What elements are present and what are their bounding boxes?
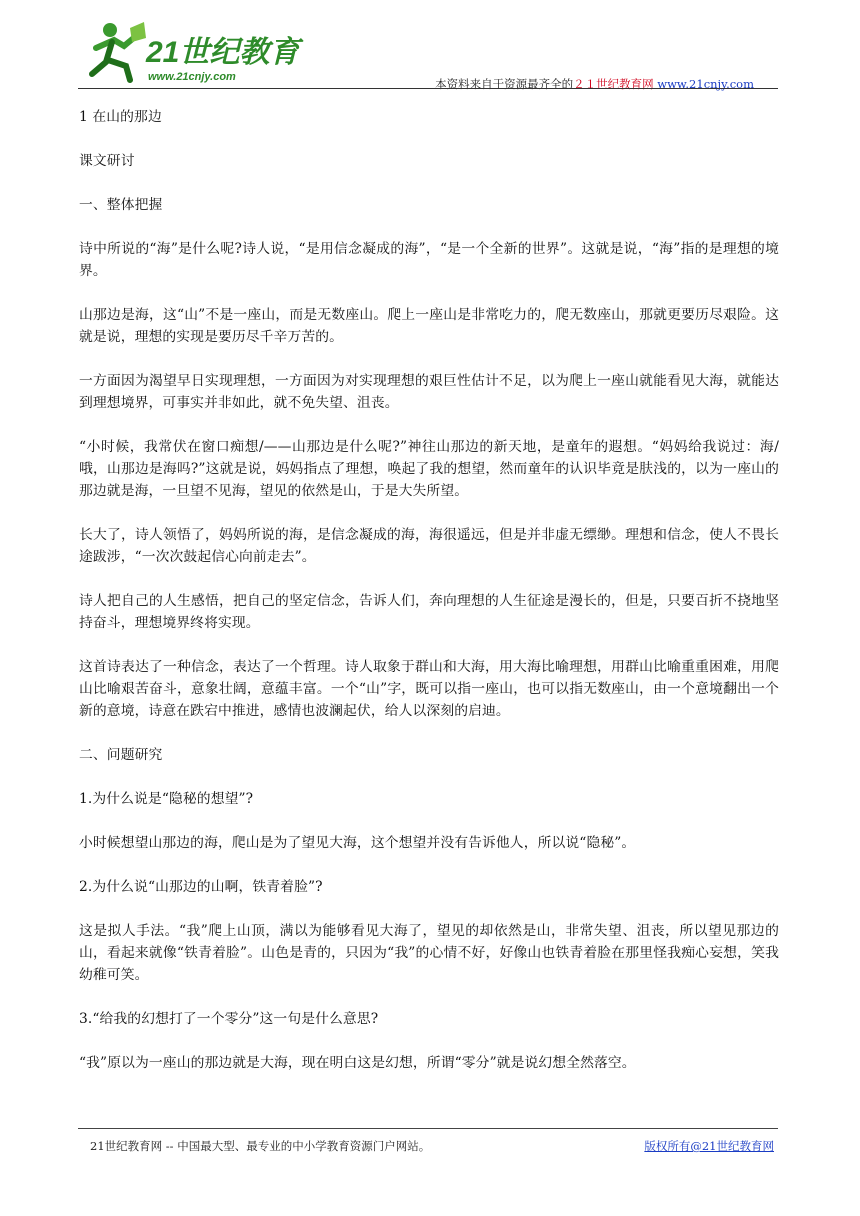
question: 2.为什么说“山那边的山啊，铁青着脸”? (79, 879, 323, 895)
page-header (78, 10, 778, 91)
logo-text: 21世纪教育 (146, 36, 300, 69)
lesson-title: 1 在山的那边 (79, 109, 162, 125)
copyright-link[interactable]: 版权所有@21世纪教育网 (644, 1139, 774, 1153)
header-divider (78, 88, 778, 89)
section-heading: 二、问题研究 (79, 747, 163, 763)
paragraph: 诗人把自己的人生感悟，把自己的坚定信念，告诉人们，奔向理想的人生征途是漫长的，但是，只要百折不挠地坚持奋斗，理想境界终将实现。 (79, 593, 779, 631)
paragraph: 一方面因为渴望早日实现理想，一方面因为对实现理想的艰巨性估计不足，以为爬上一座山就能看见大海，就能达到理想境界，可事实并非如此，就不免失望、沮丧。 (79, 373, 779, 411)
question: 3.“给我的幻想打了一个零分”这一句是什么意思? (79, 1011, 379, 1027)
footer-divider (78, 1128, 778, 1129)
runner-icon (92, 22, 146, 80)
answer: 这是拟人手法。“我”爬上山顶，满以为能够看见大海了，望见的却依然是山，非常失望、沮丧，所以望见那边的山，看起来就像“铁青着脸”。山色是青的，只因为“我”的心情不好，好像山也铁青着脸在那里怪我痴心妄想，笑我幼稚可笑。 (79, 923, 779, 983)
question: 1.为什么说是“隐秘的想望”? (79, 791, 254, 807)
paragraph: 诗中所说的“海”是什么呢?诗人说，“是用信念凝成的海”，“是一个全新的世界”。这就是说，“海”指的是理想的境界。 (79, 241, 779, 279)
answer: “我”原以为一座山的那边就是大海，现在明白这是幻想，所谓“零分”就是说幻想全然落空。 (79, 1055, 636, 1071)
document-body (79, 106, 779, 1074)
section-heading: 一、整体把握 (79, 197, 163, 213)
paragraph: 山那边是海，这“山”不是一座山，而是无数座山。爬上一座山是非常吃力的，爬无数座山，那就更要历尽艰险。这就是说，理想的实现是要历尽千辛万苦的。 (79, 307, 779, 345)
header-note-prefix: 本资料来自于资源最齐全的 (435, 77, 574, 91)
paragraph: 长大了，诗人领悟了，妈妈所说的海，是信念凝成的海，海很遥远，但是并非虚无缥缈。理想和信念，使人不畏长途跋涉，“一次次鼓起信心向前走去”。 (79, 527, 779, 565)
header-note-brand[interactable]: ２１世纪教育网 (573, 77, 654, 91)
header-note-url[interactable]: www.21cnjy.com (657, 77, 754, 91)
site-logo (86, 18, 306, 86)
section-label: 课文研讨 (79, 153, 135, 169)
footer-text: 21世纪教育网 -- 中国最大型、最专业的中小学教育资源门户网站。 (90, 1139, 431, 1153)
paragraph: “小时候，我常伏在窗口痴想/——山那边是什么呢?”神往山那边的新天地，是童年的遐想。“妈妈给我说过：海/哦，山那边是海吗?”这就是说，妈妈指点了理想，唤起了我的想望，然而童年的认识毕竟是肤浅的，以为一座山的那边就是海，一旦望不见海，望见的依然是山，于是大失所望。 (79, 439, 779, 499)
logo-url: www.21cnjy.com (148, 71, 236, 83)
paragraph: 这首诗表达了一种信念，表达了一个哲理。诗人取象于群山和大海，用大海比喻理想，用群山比喻重重困难，用爬山比喻艰苦奋斗，意象壮阔，意蕴丰富。一个“山”字，既可以指一座山，也可以指无数座山，由一个意境翻出一个新的意境，诗意在跌宕中推进，感情也波澜起伏，给人以深刻的启迪。 (79, 659, 779, 719)
answer: 小时候想望山那边的海，爬山是为了望见大海，这个想望并没有告诉他人，所以说“隐秘”。 (79, 835, 636, 851)
header-note (435, 76, 754, 92)
